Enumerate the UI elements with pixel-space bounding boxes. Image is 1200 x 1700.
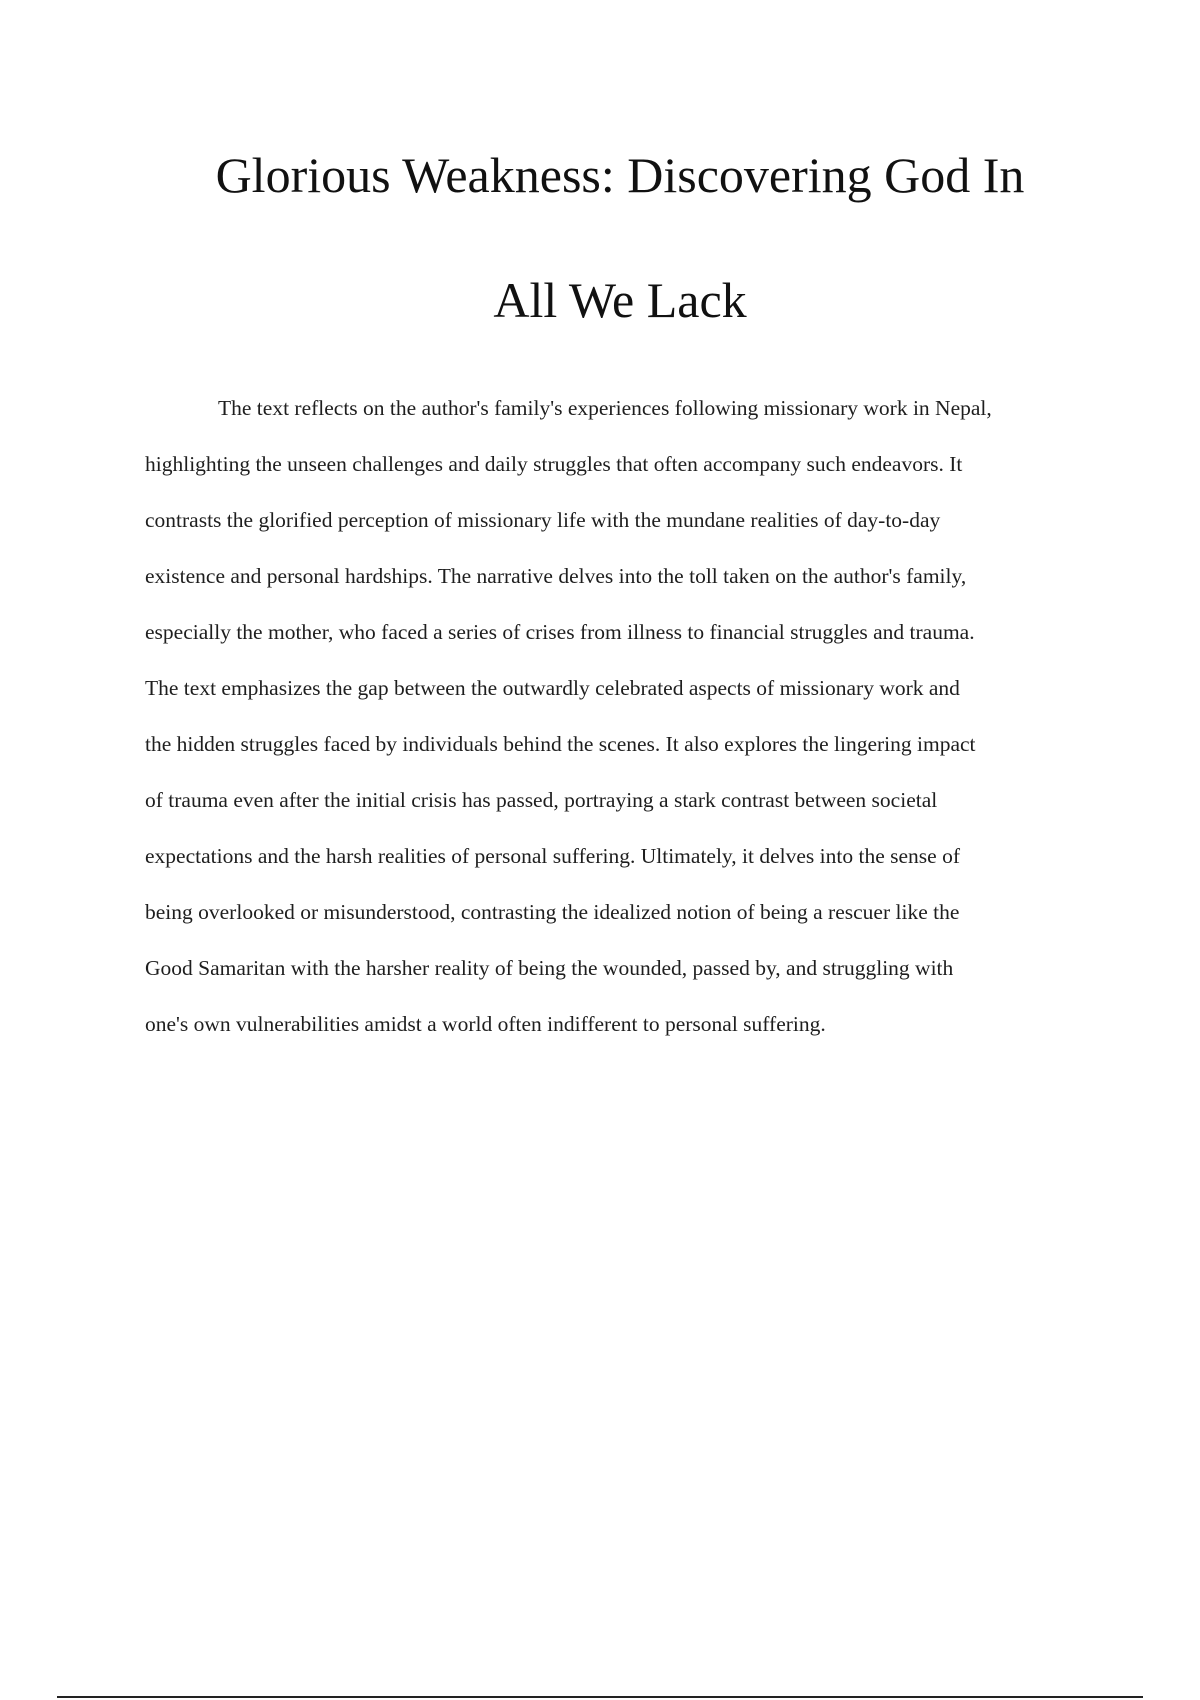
paragraph-line: highlighting the unseen challenges and daily struggles that often accompany such endeavors. It [145, 452, 963, 476]
paragraph-line: The text emphasizes the gap between the outwardly celebrated aspects of missionary work and [145, 676, 960, 700]
paragraph-line: existence and personal hardships. The narrative delves into the toll taken on the author's family, [145, 564, 967, 588]
paragraph-line: being overlooked or misunderstood, contrasting the idealized notion of being a rescuer like the [145, 900, 960, 924]
paragraph-line: one's own vulnerabilities amidst a world often indifferent to personal suffering. [145, 1012, 826, 1036]
paragraph-line: especially the mother, who faced a series of crises from illness to financial struggles and trauma. [145, 620, 975, 644]
paragraph-line: Good Samaritan with the harsher reality of being the wounded, passed by, and struggling with [145, 956, 954, 980]
title-line: Glorious Weakness: Discovering God In [215, 147, 1025, 203]
summary-paragraph [145, 380, 1090, 1052]
footer-divider [57, 1696, 1143, 1698]
paragraph-line: contrasts the glorified perception of missionary life with the mundane realities of day-to-day [145, 508, 941, 532]
paragraph-line: The text reflects on the author's family's experiences following missionary work in Nepal, [218, 396, 992, 420]
paragraph-line: of trauma even after the initial crisis has passed, portraying a stark contrast between societal [145, 788, 938, 812]
paragraph-line: expectations and the harsh realities of personal suffering. Ultimately, it delves into the sense of [145, 844, 960, 868]
title-line: All We Lack [493, 272, 747, 328]
document-title [145, 113, 1095, 363]
paragraph-line: the hidden struggles faced by individuals behind the scenes. It also explores the lingering impact [145, 732, 976, 756]
